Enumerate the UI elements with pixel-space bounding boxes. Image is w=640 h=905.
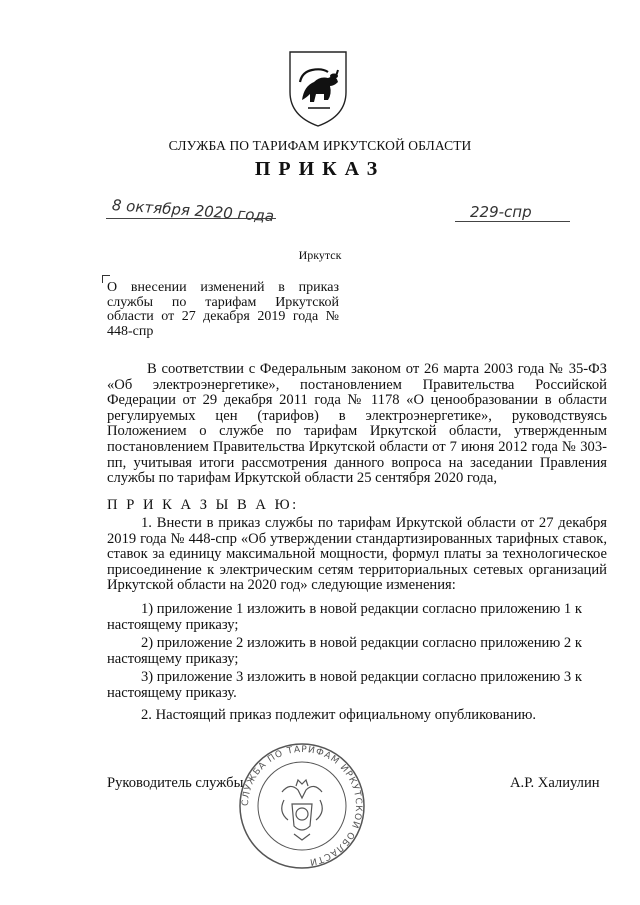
order-item-1: 1. Внести в приказ службы по тарифам Иркутской области от 27 декабря 2019 года № 448-спр «Об утверждении стандартизированных тарифных ставок, ставок за единицу максимальной мощности, формул платы за технологическое присоединение к электрическим сетям территориальных сетевых организаций Иркутской области на 2020 год» следующие изменения: (107, 515, 607, 594)
order-item-2: 2. Настоящий приказ подлежит официальному опубликованию. (141, 707, 537, 723)
number-underline (455, 221, 570, 222)
double-headed-eagle-icon (282, 780, 323, 840)
order-subitem-2: 2) приложение 2 изложить в новой редакции согласно приложению 2 к настоящему приказу; (107, 635, 582, 667)
document-title: ПРИКАЗ (254, 158, 386, 180)
date-underline (106, 218, 276, 219)
handwritten-date: 8 октября 2020 года (111, 196, 275, 226)
agency-name: СЛУЖБА ПО ТАРИФАМ ИРКУТСКОЙ ОБЛАСТИ (168, 138, 472, 153)
city-name: Иркутск (298, 248, 342, 262)
order-subitem-1: 1) приложение 1 изложить в новой редакции согласно приложению 1 к настоящему приказу; (107, 601, 582, 633)
seal-text: СЛУЖБА ПО ТАРИФАМ ИРКУТСКОЙ ОБЛАСТИ (240, 744, 364, 867)
svg-text:СЛУЖБА ПО ТАРИФАМ ИРКУТСКОЙ ОБ (241, 745, 363, 867)
preamble-paragraph: В соответствии с Федеральным законом от 26 марта 2003 года № 35-ФЗ «Об электроэнергетике», постановлением Правительства Российской Федерации от 29 декабря 2011 года № 1178 «О ценообразовании в области регулируемых цен (тарифов) в электроэнергетике», руководствуясь Положением о службе по тарифам Иркутской области, утвержденным постановлением Правительства Иркутской области от 7 июня 2012 года № 303-пп, учитывая итоги рассмотрения данного вопроса на заседании Правления службы по тарифам Иркутской области 25 сентября 2020 года, (107, 361, 607, 487)
signatory-position: Руководитель службы (107, 775, 244, 791)
handwritten-number: 229-спр (470, 203, 532, 221)
orders-heading: П Р И К А З Ы В А Ю: (107, 497, 299, 513)
signatory-name: А.Р. Халиулин (510, 775, 600, 791)
order-subitem-3: 3) приложение 3 изложить в новой редакции согласно приложению 3 к настоящему приказу. (107, 669, 582, 701)
coat-of-arms-icon (272, 48, 364, 128)
subject-heading: О внесении изменений в приказ службы по тарифам Иркутской области от 27 декабря 2019 года № 448-спр (107, 280, 339, 339)
official-seal (238, 742, 366, 870)
